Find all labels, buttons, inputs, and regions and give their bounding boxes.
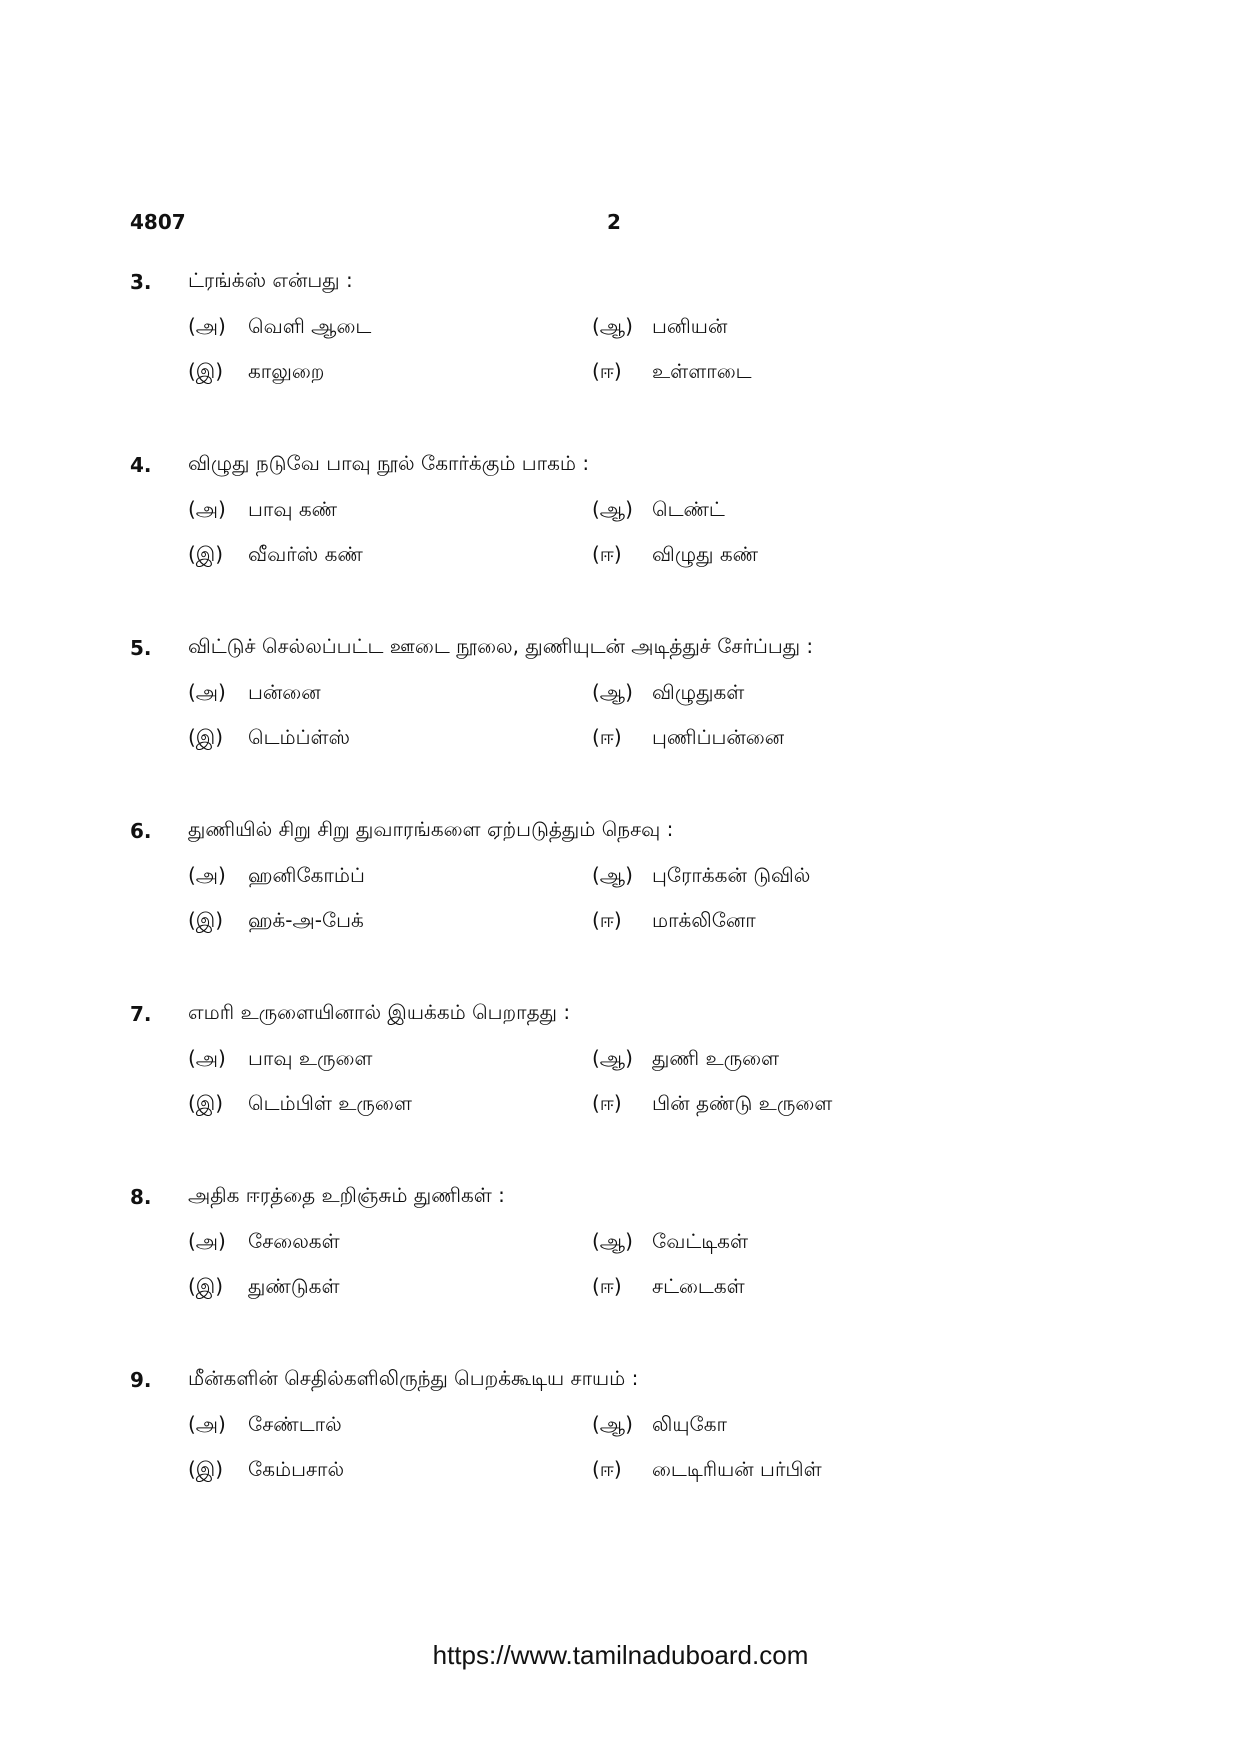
- question-text: மீன்களின் செதில்களிலிருந்து பெறக்கூடிய சாயம் :: [188, 1366, 639, 1390]
- option-marker: (அ): [188, 680, 226, 704]
- option-text: புரோக்கன் டுவில்: [652, 863, 811, 887]
- option-marker: (ஆ): [592, 497, 633, 521]
- option-c: [188, 1274, 339, 1301]
- option-text: வேட்டிகள்: [652, 1229, 749, 1253]
- option-d: [592, 1091, 832, 1118]
- question-number: 7.: [130, 1002, 152, 1026]
- option-marker: (ஆ): [592, 1046, 633, 1070]
- option-a: [188, 1229, 340, 1256]
- option-marker: (ஈ): [592, 725, 622, 749]
- option-text: ஹனிகோம்ப்: [248, 863, 365, 887]
- option-text: உள்ளாடை: [652, 359, 752, 383]
- question-6: [130, 817, 1130, 1000]
- option-marker: (ஆ): [592, 314, 633, 338]
- option-text: சேலைகள்: [248, 1229, 340, 1253]
- question-number: 4.: [130, 453, 152, 477]
- option-a: [188, 680, 321, 707]
- option-b: [592, 1046, 779, 1073]
- option-marker: (ஈ): [592, 1274, 622, 1298]
- paper-code: 4807: [130, 210, 186, 234]
- question-4: [130, 451, 1130, 634]
- option-d: [592, 908, 756, 935]
- option-a: [188, 1046, 372, 1073]
- question-text: துணியில் சிறு சிறு துவாரங்களை ஏற்படுத்தும் நெசவு :: [188, 817, 674, 841]
- option-marker: (இ): [188, 542, 224, 566]
- option-text: டெண்ட்: [652, 497, 725, 521]
- option-c: [188, 359, 324, 386]
- option-b: [592, 863, 810, 890]
- option-text: டைடிரியன் பர்பிள்: [652, 1457, 822, 1481]
- option-marker: (ஈ): [592, 1091, 622, 1115]
- option-d: [592, 359, 752, 386]
- option-marker: (இ): [188, 908, 224, 932]
- option-text: வீவர்ஸ் கண்: [248, 542, 363, 566]
- option-b: [592, 680, 744, 707]
- option-a: [188, 863, 365, 890]
- page-header: [130, 210, 630, 240]
- option-marker: (இ): [188, 1274, 224, 1298]
- option-marker: (அ): [188, 497, 226, 521]
- option-text: சட்டைகள்: [652, 1274, 745, 1298]
- option-d: [592, 725, 784, 752]
- question-8: [130, 1183, 1130, 1366]
- option-text: பன்னை: [248, 680, 321, 704]
- question-text: விட்டுச் செல்லப்பட்ட ஊடை நூலை, துணியுடன் அடித்துச் சேர்ப்பது :: [188, 634, 814, 658]
- question-3: [130, 268, 1130, 451]
- option-text: காலுறை: [248, 359, 325, 383]
- option-d: [592, 1457, 822, 1484]
- option-marker: (இ): [188, 359, 224, 383]
- option-marker: (அ): [188, 1412, 226, 1436]
- option-c: [188, 725, 350, 752]
- question-number: 9.: [130, 1368, 152, 1392]
- option-a: [188, 497, 337, 524]
- option-text: டெம்ப்ள்ஸ்: [248, 725, 350, 749]
- option-marker: (இ): [188, 725, 224, 749]
- option-text: துண்டுகள்: [248, 1274, 340, 1298]
- option-text: வெளி ஆடை: [248, 314, 372, 338]
- option-text: பாவு கண்: [248, 497, 338, 521]
- option-marker: (ஆ): [592, 1229, 633, 1253]
- question-number: 8.: [130, 1185, 152, 1209]
- option-a: [188, 1412, 342, 1439]
- option-text: கேம்பசால்: [248, 1457, 345, 1481]
- option-c: [188, 1091, 412, 1118]
- question-number: 5.: [130, 636, 152, 660]
- option-text: டெம்பிள் உருளை: [248, 1091, 412, 1115]
- option-text: பின் தண்டு உருளை: [652, 1091, 833, 1115]
- option-text: பாவு உருளை: [248, 1046, 373, 1070]
- question-text: ட்ரங்க்ஸ் என்பது :: [188, 268, 353, 292]
- option-marker: (ஈ): [592, 908, 622, 932]
- option-d: [592, 542, 758, 569]
- option-text: பனியன்: [652, 314, 728, 338]
- option-marker: (அ): [188, 314, 226, 338]
- question-number: 6.: [130, 819, 152, 843]
- option-a: [188, 314, 371, 341]
- option-text: துணி உருளை: [652, 1046, 780, 1070]
- option-b: [592, 1229, 748, 1256]
- option-marker: (அ): [188, 1229, 226, 1253]
- option-c: [188, 908, 364, 935]
- option-c: [188, 1457, 344, 1484]
- question-text: எமரி உருளையினால் இயக்கம் பெறாதது :: [188, 1000, 571, 1024]
- option-text: லியுகோ: [652, 1412, 727, 1436]
- option-text: சேண்டால்: [248, 1412, 342, 1436]
- option-b: [592, 497, 725, 524]
- option-marker: (அ): [188, 863, 226, 887]
- option-text: ஹக்-அ-பேக்: [248, 908, 364, 932]
- option-text: விழுதுகள்: [652, 680, 745, 704]
- question-text: அதிக ஈரத்தை உறிஞ்சும் துணிகள் :: [188, 1183, 505, 1207]
- option-marker: (அ): [188, 1046, 226, 1070]
- question-9: [130, 1366, 1130, 1549]
- option-marker: (ஈ): [592, 542, 622, 566]
- option-marker: (இ): [188, 1091, 224, 1115]
- question-7: [130, 1000, 1130, 1183]
- option-text: மாக்லினோ: [652, 908, 756, 932]
- question-number: 3.: [130, 270, 152, 294]
- option-c: [188, 542, 363, 569]
- option-marker: (ஈ): [592, 359, 622, 383]
- option-b: [592, 1412, 727, 1439]
- question-text: விழுது நடுவே பாவு நூல் கோர்க்கும் பாகம் :: [188, 451, 590, 475]
- page-number: 2: [607, 210, 621, 234]
- option-marker: (இ): [188, 1457, 224, 1481]
- question-5: [130, 634, 1130, 817]
- option-d: [592, 1274, 745, 1301]
- option-marker: (ஆ): [592, 1412, 633, 1436]
- option-marker: (ஆ): [592, 863, 633, 887]
- question-list: [130, 268, 1130, 1549]
- option-marker: (ஈ): [592, 1457, 622, 1481]
- footer-url-link[interactable]: https://www.tamilnaduboard.com: [432, 1640, 809, 1670]
- option-text: புணிப்பன்னை: [652, 725, 785, 749]
- option-text: விழுது கண்: [652, 542, 759, 566]
- option-b: [592, 314, 727, 341]
- option-marker: (ஆ): [592, 680, 633, 704]
